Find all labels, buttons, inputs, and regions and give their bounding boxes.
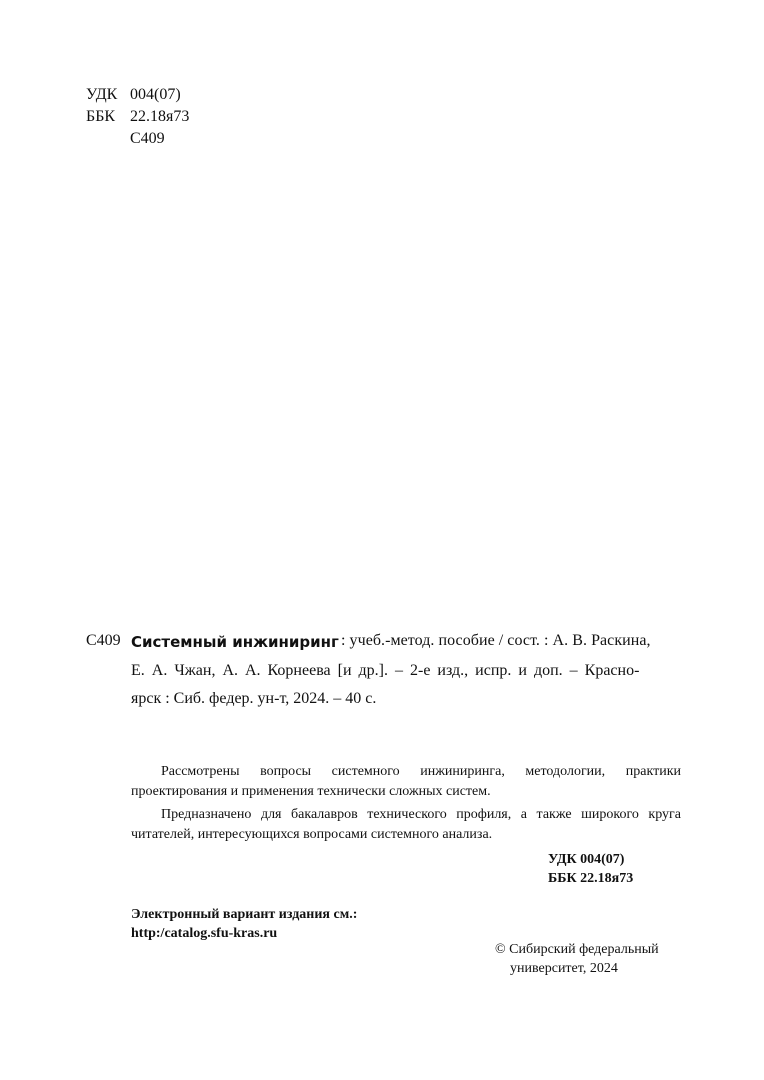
copyright bbox=[495, 940, 659, 978]
record-author-mark: С409 bbox=[86, 632, 121, 649]
record-line2: Е. А. Чжан, А. А. Корнеева [и др.]. – 2-е изд., испр. и доп. – Красно- bbox=[131, 662, 640, 679]
electronic-version bbox=[131, 905, 357, 943]
author-mark: С409 bbox=[130, 130, 165, 147]
udk-label: УДК bbox=[86, 86, 118, 103]
record-line3: ярск : Сиб. федер. ун-т, 2024. – 40 с. bbox=[131, 690, 377, 707]
copyright-line1: © Сибирский федеральный bbox=[495, 942, 659, 957]
annotation-paragraph-1: Рассмотрены вопросы системного инжиниринга, методологии, практики проектирования и применения технически сложных систем. bbox=[131, 764, 681, 799]
record-line1: : учеб.-метод. пособие / сост. : А. В. Раскина, bbox=[341, 632, 651, 649]
copyright-line2: университет, 2024 bbox=[510, 961, 618, 976]
bbk-label: ББК bbox=[86, 108, 116, 125]
annotation-paragraph-2: Предназначено для бакалавров технического профиля, а также широкого круга читателей, интересующихся вопросами системного анализа. bbox=[131, 807, 681, 842]
book-title: Системный инжиниринг bbox=[131, 633, 339, 651]
catalog-link[interactable]: http:/catalog.sfu-kras.ru bbox=[131, 926, 278, 941]
annotation bbox=[131, 762, 681, 845]
udk-code: 004(07) bbox=[130, 86, 181, 103]
electronic-label: Электронный вариант издания см.: bbox=[131, 907, 358, 922]
footer-udk: УДК 004(07) bbox=[548, 852, 625, 867]
bbk-code: 22.18я73 bbox=[130, 108, 190, 125]
footer-codes bbox=[548, 850, 633, 888]
footer-bbk: ББК 22.18я73 bbox=[548, 871, 634, 886]
